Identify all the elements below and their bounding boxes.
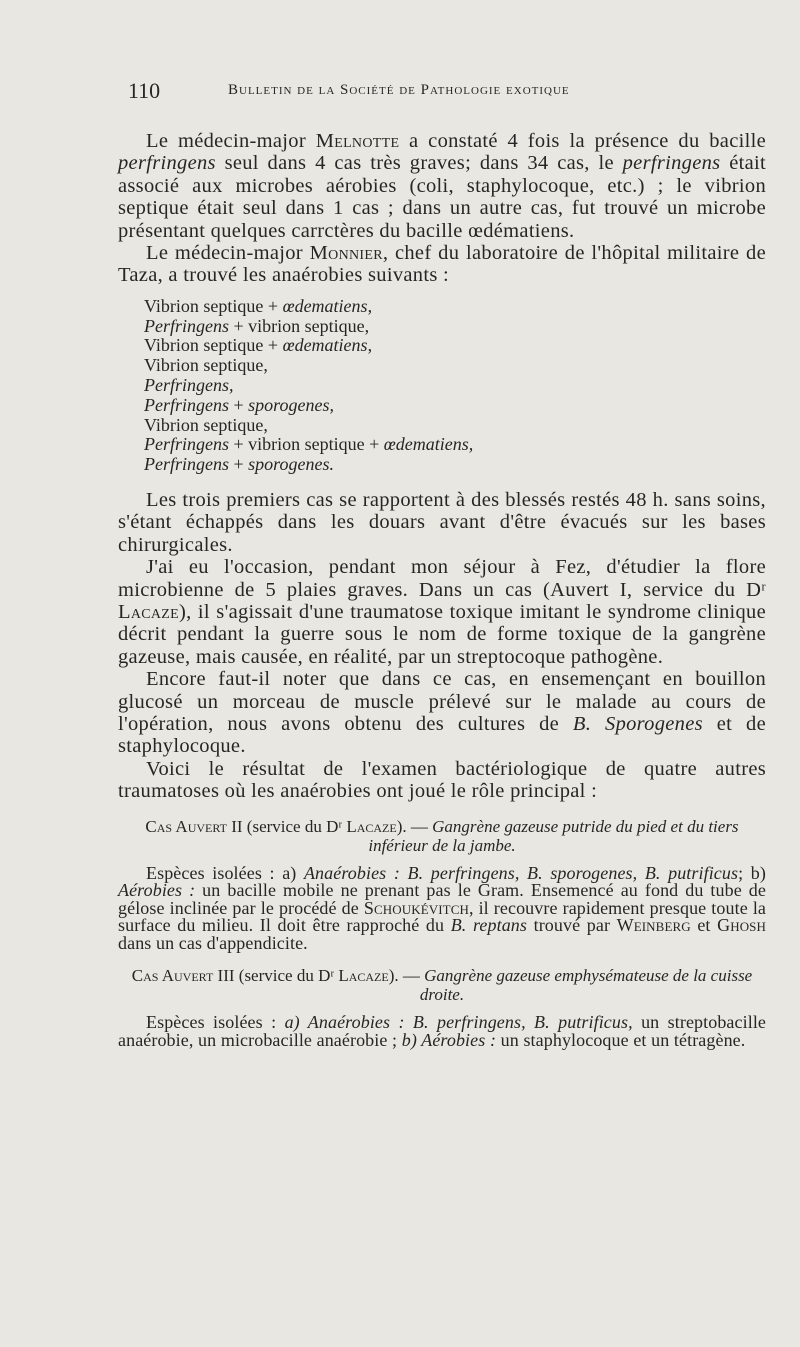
anaerobes-list bbox=[144, 297, 766, 475]
list-item: Perfringens + sporogenes, bbox=[144, 394, 334, 415]
page-body bbox=[118, 130, 766, 1049]
author-name: Melnotte bbox=[315, 130, 400, 152]
author-name: Monnier bbox=[309, 242, 383, 265]
page-number: 110 bbox=[128, 78, 161, 103]
list-item: Vibrion septique + œdematiens, bbox=[144, 335, 373, 356]
paragraph-5: Encore faut-il noter que dans ce cas, en ensemençant en bouillon glucosé un morceau de muscle prélevé sur le malade au cours de l'opération, nous avons obtenu des cultures de B. Sporogenes et de staphylocoque. bbox=[118, 668, 766, 758]
case-heading: Cas Auvert II (service du Dʳ Lacaze). — Gangrène gazeuse putride du pied et du tiers inférieur de la jambe. bbox=[145, 816, 739, 855]
page-header bbox=[128, 78, 688, 108]
paragraph-1: Le médecin-major Melnotte a constaté 4 fois la présence du bacille perfringens seul dans 4 cas très graves; dans 34 cas, le perfringens était associé aux microbes aérobies (coli, staphylocoque, etc.) ; le vibrion septique était seul dans 1 cas ; dans un autre cas, fut trouvé un microbe présentant quelques carrctères du bacille œdématiens. bbox=[118, 130, 766, 242]
paragraph-2: Le médecin-major Monnier, chef du laboratoire de l'hôpital militaire de Taza, a trouvé les anaérobies suivants : bbox=[118, 242, 766, 287]
list-item: Vibrion septique, bbox=[144, 355, 268, 376]
running-title: Bulletin de la Société de Pathologie exotique bbox=[228, 82, 570, 98]
case-heading: Cas Auvert III (service du Dʳ Lacaze). — Gangrène gazeuse emphysémateuse de la cuisse droite. bbox=[131, 966, 753, 1005]
list-item: Perfringens + vibrion septique, bbox=[144, 315, 370, 336]
list-item: Perfringens + sporogenes. bbox=[144, 454, 334, 475]
list-item: Vibrion septique + œdematiens, bbox=[144, 295, 373, 316]
author-name: Lacaze bbox=[118, 601, 179, 624]
paragraph-4: J'ai eu l'occasion, pendant mon séjour à Fez, d'étudier la flore microbienne de 5 plaies graves. Dans un cas (Auvert I, service du Dʳ Lacaze), il s'agissait d'une traumatose toxique imitant le syndrome clinique décrit pendant la guerre sous le nom de forme toxique de la gangrène gazeuse, mais causée, en réalité, par un streptocoque pathogène. bbox=[118, 556, 766, 668]
list-item: Perfringens, bbox=[144, 375, 234, 396]
paragraph-3: Les trois premiers cas se rapportent à des blessés restés 48 h. sans soins, s'étant échappés dans les douars avant d'être évacués sur les bases chirurgicales. bbox=[118, 489, 766, 556]
paragraph-6: Voici le résultat de l'examen bactériologique de quatre autres traumatoses où les anaérobies ont joué le rôle principal : bbox=[118, 757, 766, 803]
list-item: Perfringens + vibrion septique + œdematiens, bbox=[144, 434, 474, 455]
case-body: Espèces isolées : a) Anaérobies : B. perfringens, B. sporogenes, B. putrificus; b) Aérobies : un bacille mobile ne prenant pas le Gram. Ensemencé au fond du tube de gélose inclinée par le procédé de Schoukévitch, il recouvre rapidement presque toute la surface du milieu. Il doit être rapproché du B. reptans trouvé par Weinberg et Ghosh dans un cas d'appendicite. bbox=[118, 862, 767, 953]
case-body: Espèces isolées : a) Anaérobies : B. perfringens, B. putrificus, un streptobacille anaérobie, un microbacille anaérobie ; b) Aérobies : un staphylocoque et un tétragène. bbox=[118, 1012, 767, 1050]
list-item: Vibrion septique, bbox=[144, 414, 268, 435]
